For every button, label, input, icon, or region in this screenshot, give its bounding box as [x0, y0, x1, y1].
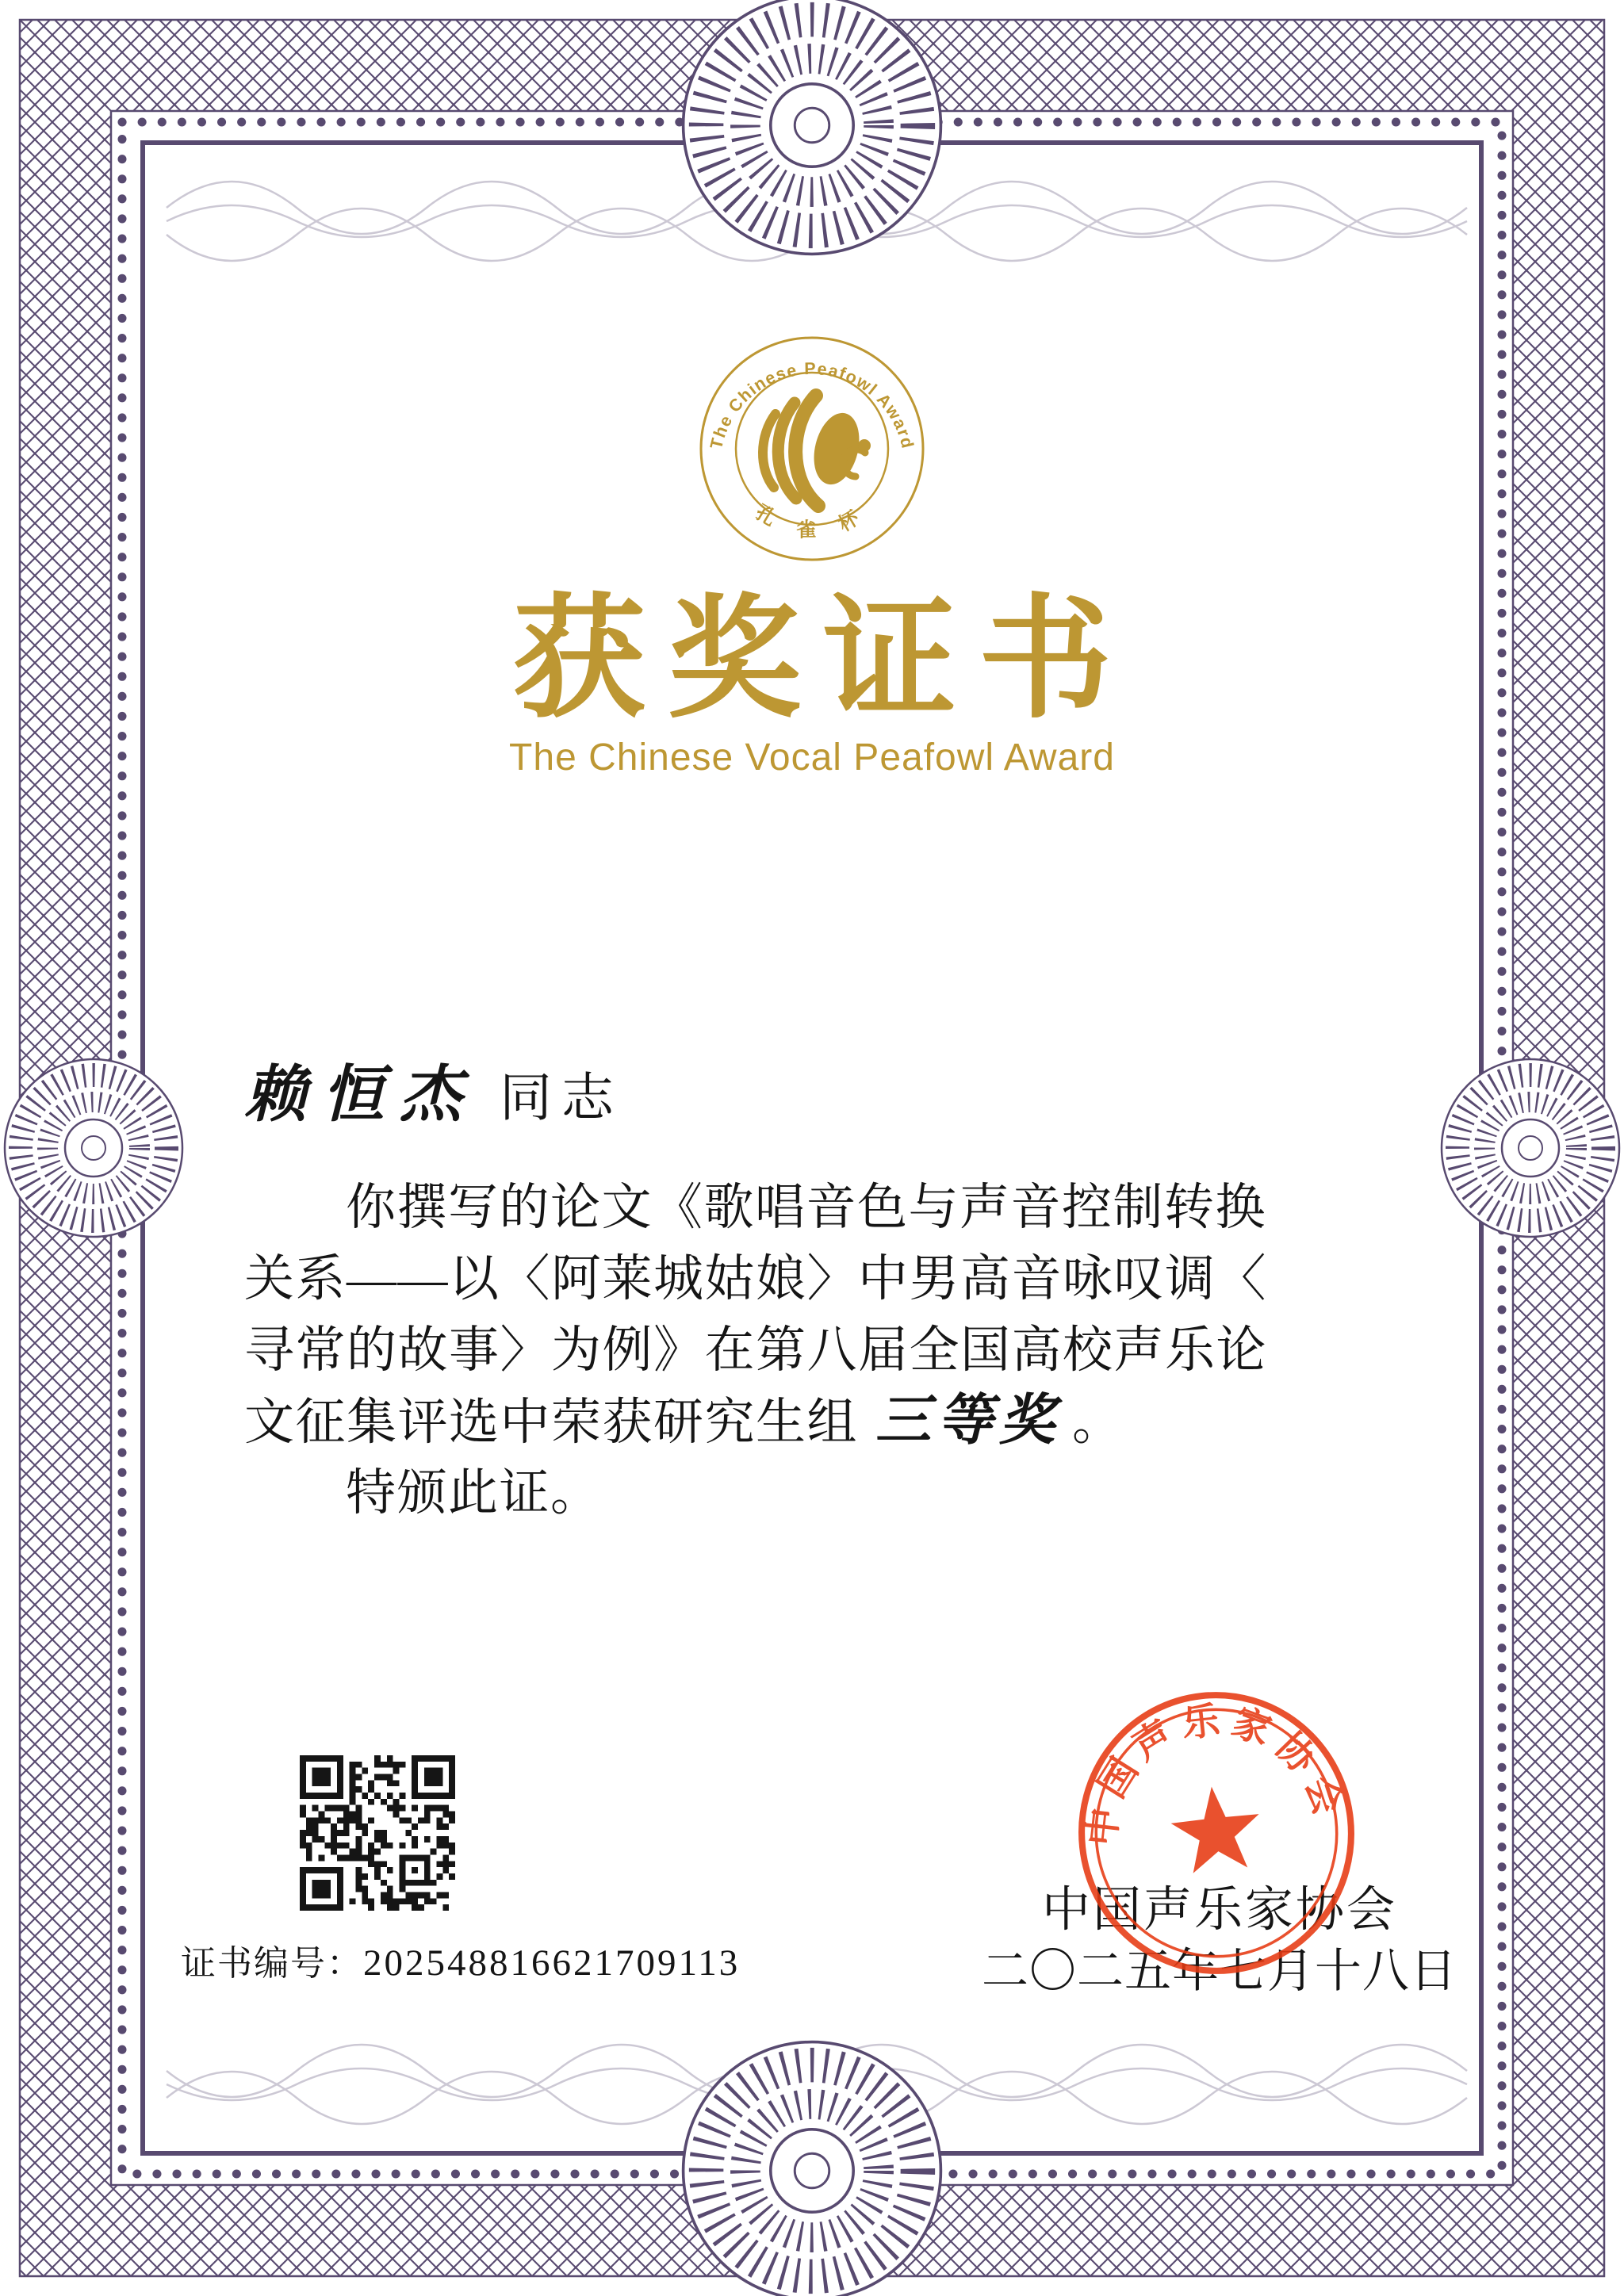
citation-line-4-suffix: 。	[1072, 1395, 1124, 1450]
award-grade: 三等奖	[875, 1391, 1061, 1452]
recipient-name: 赖恒杰	[244, 1060, 478, 1129]
seal-ring-text: 中国声乐家协会	[1081, 1699, 1351, 1848]
citation-paragraph	[244, 1172, 1315, 1529]
right-medallion	[1442, 1059, 1619, 1237]
recipient-line	[244, 1045, 623, 1134]
certificate-title: 获奖证书	[512, 587, 1134, 734]
qr-code	[300, 1755, 455, 1911]
peafowl-award-logo	[693, 330, 931, 568]
certificate-number-label: 证书编号：	[181, 1944, 363, 1983]
peafowl-swirl-icon	[763, 396, 871, 506]
certificate-subtitle: The Chinese Vocal Peafowl Award	[509, 737, 1115, 779]
issue-date: 二〇二五年七月十八日	[981, 1945, 1457, 1997]
citation-line-4	[244, 1386, 1315, 1457]
top-medallion	[684, 0, 941, 254]
issuer-name: 中国声乐家协会	[1041, 1884, 1397, 1937]
citation-line-3: 寻常的故事〉为例》在第八届全国高校声乐论	[244, 1322, 1267, 1378]
official-seal	[1072, 1689, 1361, 1977]
certificate-number-value: 202548816621709113	[363, 1942, 741, 1984]
logo-ring-text: The Chinese Peafowl Award	[707, 358, 917, 451]
recipient-honorific: 同志	[500, 1070, 624, 1127]
bottom-medallion	[684, 2042, 941, 2296]
citation-line-2: 关系——以〈阿莱城姑娘〉中男高音咏叹调〈	[244, 1251, 1267, 1307]
citation-line-1: 你撰写的论文《歌唱音色与声音控制转换	[346, 1180, 1266, 1235]
citation-line-4-prefix: 文征集评选中荣获研究生组	[244, 1395, 858, 1450]
citation-line-5: 特颁此证。	[346, 1465, 602, 1521]
certificate-number-line	[181, 1934, 740, 1985]
logo-cup-text: 孔 雀 杯	[751, 501, 873, 541]
left-medallion	[5, 1059, 182, 1237]
seal-star-icon	[1167, 1782, 1264, 1875]
